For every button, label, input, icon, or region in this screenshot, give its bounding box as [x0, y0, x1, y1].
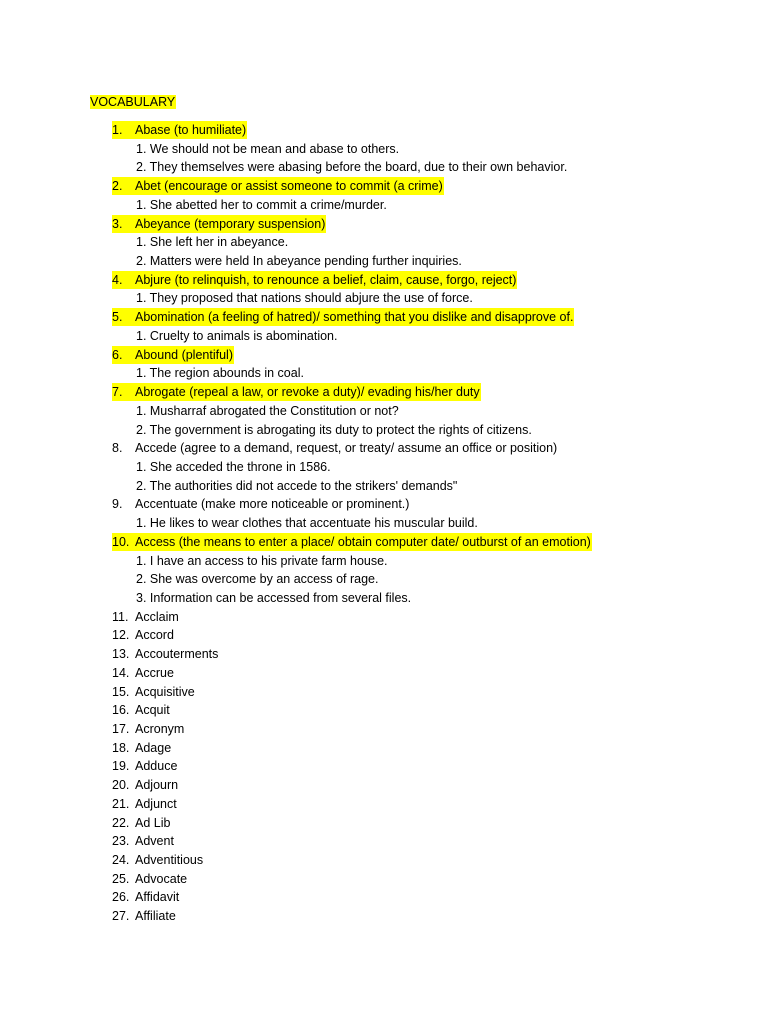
list-item-term: Accede (agree to a demand, request, or treaty/ assume an office or position): [135, 441, 558, 456]
list-item: [0, 907, 768, 926]
list-item-term: Acclaim: [135, 609, 179, 624]
list-item-term: Acquit: [135, 703, 170, 718]
example-sentence: 1. The region abounds in coal.: [136, 366, 304, 381]
example-sentence: 3. Information can be accessed from several files.: [136, 590, 412, 605]
list-item-term: Acronym: [135, 722, 185, 736]
list-item-term: Adjourn: [135, 778, 179, 793]
list-item: [0, 383, 768, 402]
list-item-number: 11.: [112, 609, 129, 624]
list-item: [0, 608, 768, 627]
highlighted-term: [112, 533, 592, 551]
example-sentence: 1. She abetted her to commit a crime/murder.: [136, 197, 387, 212]
example-sentence-row: [0, 402, 768, 421]
list-item-term: Ad Lib: [135, 815, 171, 830]
example-sentence: 2. The authorities did not accede to the strikers' demands": [136, 478, 458, 493]
example-sentence: 1. They proposed that nations should abjure the use of force.: [136, 291, 473, 306]
list-item-term: Advocate: [135, 871, 188, 886]
list-item-term: Access (the means to enter a place/ obtain computer date/ outburst of an emotion): [135, 534, 591, 549]
list-item-term: Abomination (a feeling of hatred)/ something that you dislike and disapprove of.: [135, 310, 574, 325]
example-sentence-row: [0, 289, 768, 308]
example-sentence-row: [0, 514, 768, 533]
list-item: [0, 832, 768, 851]
list-item-number: 17.: [112, 722, 130, 736]
example-sentence-row: [0, 233, 768, 252]
document-title-text: VOCABULARY: [90, 95, 176, 109]
list-item-number: 13.: [112, 647, 130, 662]
list-item: [0, 795, 768, 814]
list-item: [0, 121, 768, 140]
example-sentence: 1. I have an access to his private farm house.: [136, 553, 388, 568]
list-item: [0, 720, 768, 739]
example-sentence-row: [0, 364, 768, 383]
example-sentence: 1. Cruelty to animals is abomination.: [136, 328, 338, 343]
list-item: [0, 626, 768, 645]
example-sentence: 2. She was overcome by an access of rage.: [136, 572, 379, 587]
list-item-number: 16.: [112, 703, 130, 718]
highlighted-term: [112, 271, 517, 289]
list-item-term: Acquisitive: [135, 684, 195, 699]
highlighted-term: [112, 177, 444, 195]
list-item: [0, 215, 768, 234]
example-sentence: 1. We should not be mean and abase to others.: [136, 141, 400, 156]
list-item: [0, 888, 768, 907]
example-sentence: 1. She acceded the throne in 1586.: [136, 459, 331, 474]
example-sentence-row: [0, 196, 768, 215]
highlighted-term: [112, 215, 326, 233]
list-item: [0, 645, 768, 664]
highlighted-term: [112, 121, 247, 139]
list-item-term: Abrogate (repeal a law, or revoke a duty)/ evading his/her duty: [135, 385, 480, 400]
highlighted-term: [112, 346, 234, 364]
list-item-number: 27.: [112, 909, 130, 924]
list-item: [0, 683, 768, 702]
list-item-number: 9.: [112, 497, 123, 512]
list-item: [0, 533, 768, 552]
list-item-number: 4.: [112, 272, 123, 287]
list-item-term: Abase (to humiliate): [135, 123, 247, 137]
list-item: [0, 177, 768, 196]
list-item: [0, 308, 768, 327]
list-item: [0, 346, 768, 365]
example-sentence: 1. Musharraf abrogated the Constitution or not?: [136, 403, 399, 418]
vocabulary-list: [0, 121, 768, 926]
list-item-term: Adjunct: [135, 796, 177, 811]
highlighted-term: [112, 308, 574, 326]
example-sentence: 2. Matters were held In abeyance pending further inquiries.: [136, 254, 462, 269]
list-item-term: Accord: [135, 628, 174, 643]
example-sentence-row: [0, 589, 768, 608]
example-sentence-row: [0, 158, 768, 177]
list-item-term: Abjure (to relinquish, to renounce a belief, claim, cause, forgo, reject): [135, 272, 517, 287]
list-item-term: Accentuate (make more noticeable or prominent.): [135, 497, 410, 512]
list-item-number: 10.: [112, 534, 130, 549]
list-item-number: 5.: [112, 310, 123, 325]
example-sentence: 1. She left her in abeyance.: [136, 235, 289, 250]
list-item-term: Adduce: [135, 759, 178, 774]
highlighted-term: [112, 383, 481, 401]
example-sentence-row: [0, 421, 768, 440]
list-item-number: 25.: [112, 871, 130, 886]
list-item: [0, 814, 768, 833]
example-sentence-row: [0, 477, 768, 496]
example-sentence: 1. He likes to wear clothes that accentuate his muscular build.: [136, 516, 478, 531]
list-item-number: 8.: [112, 441, 123, 456]
list-item: [0, 739, 768, 758]
list-item-term: Abeyance (temporary suspension): [135, 216, 326, 231]
example-sentence-row: [0, 252, 768, 271]
list-item-term: Adage: [135, 740, 172, 755]
list-item-number: 15.: [112, 684, 130, 699]
example-sentence-row: [0, 552, 768, 571]
list-item-term: Adventitious: [135, 853, 204, 868]
list-item: [0, 851, 768, 870]
list-item-term: Abound (plentiful): [135, 347, 233, 362]
example-sentence-row: [0, 458, 768, 477]
list-item-term: Accouterments: [135, 647, 219, 662]
list-item-number: 24.: [112, 853, 130, 868]
example-sentence: 2. They themselves were abasing before the board, due to their own behavior.: [136, 160, 568, 175]
list-item-number: 22.: [112, 815, 130, 830]
list-item-number: 12.: [112, 628, 130, 643]
list-item: [0, 495, 768, 514]
list-item: [0, 757, 768, 776]
list-item-number: 7.: [112, 385, 123, 400]
list-item-term: Accrue: [135, 665, 174, 680]
example-sentence: 2. The government is abrogating its duty to protect the rights of citizens.: [136, 422, 532, 437]
list-item: [0, 271, 768, 290]
list-item-term: Advent: [135, 834, 174, 849]
list-item: [0, 701, 768, 720]
list-item-number: 26.: [112, 890, 130, 905]
list-item-number: 3.: [112, 216, 123, 231]
document-title: [90, 93, 176, 111]
example-sentence-row: [0, 327, 768, 346]
list-item: [0, 439, 768, 458]
list-item-term: Affidavit: [135, 890, 180, 905]
list-item-number: 23.: [112, 834, 130, 849]
list-item-term: Abet (encourage or assist someone to commit (a crime): [135, 179, 443, 194]
list-item: [0, 776, 768, 795]
list-item-term: Affiliate: [135, 909, 176, 924]
list-item-number: 21.: [112, 796, 130, 811]
list-item-number: 18.: [112, 740, 130, 755]
list-item-number: 1.: [112, 123, 123, 137]
list-item-number: 2.: [112, 179, 123, 194]
list-item-number: 19.: [112, 759, 130, 774]
example-sentence-row: [0, 140, 768, 159]
list-item: [0, 664, 768, 683]
list-item-number: 20.: [112, 778, 130, 793]
list-item-number: 14.: [112, 665, 130, 680]
example-sentence-row: [0, 570, 768, 589]
list-item-number: 6.: [112, 347, 123, 362]
list-item: [0, 870, 768, 889]
